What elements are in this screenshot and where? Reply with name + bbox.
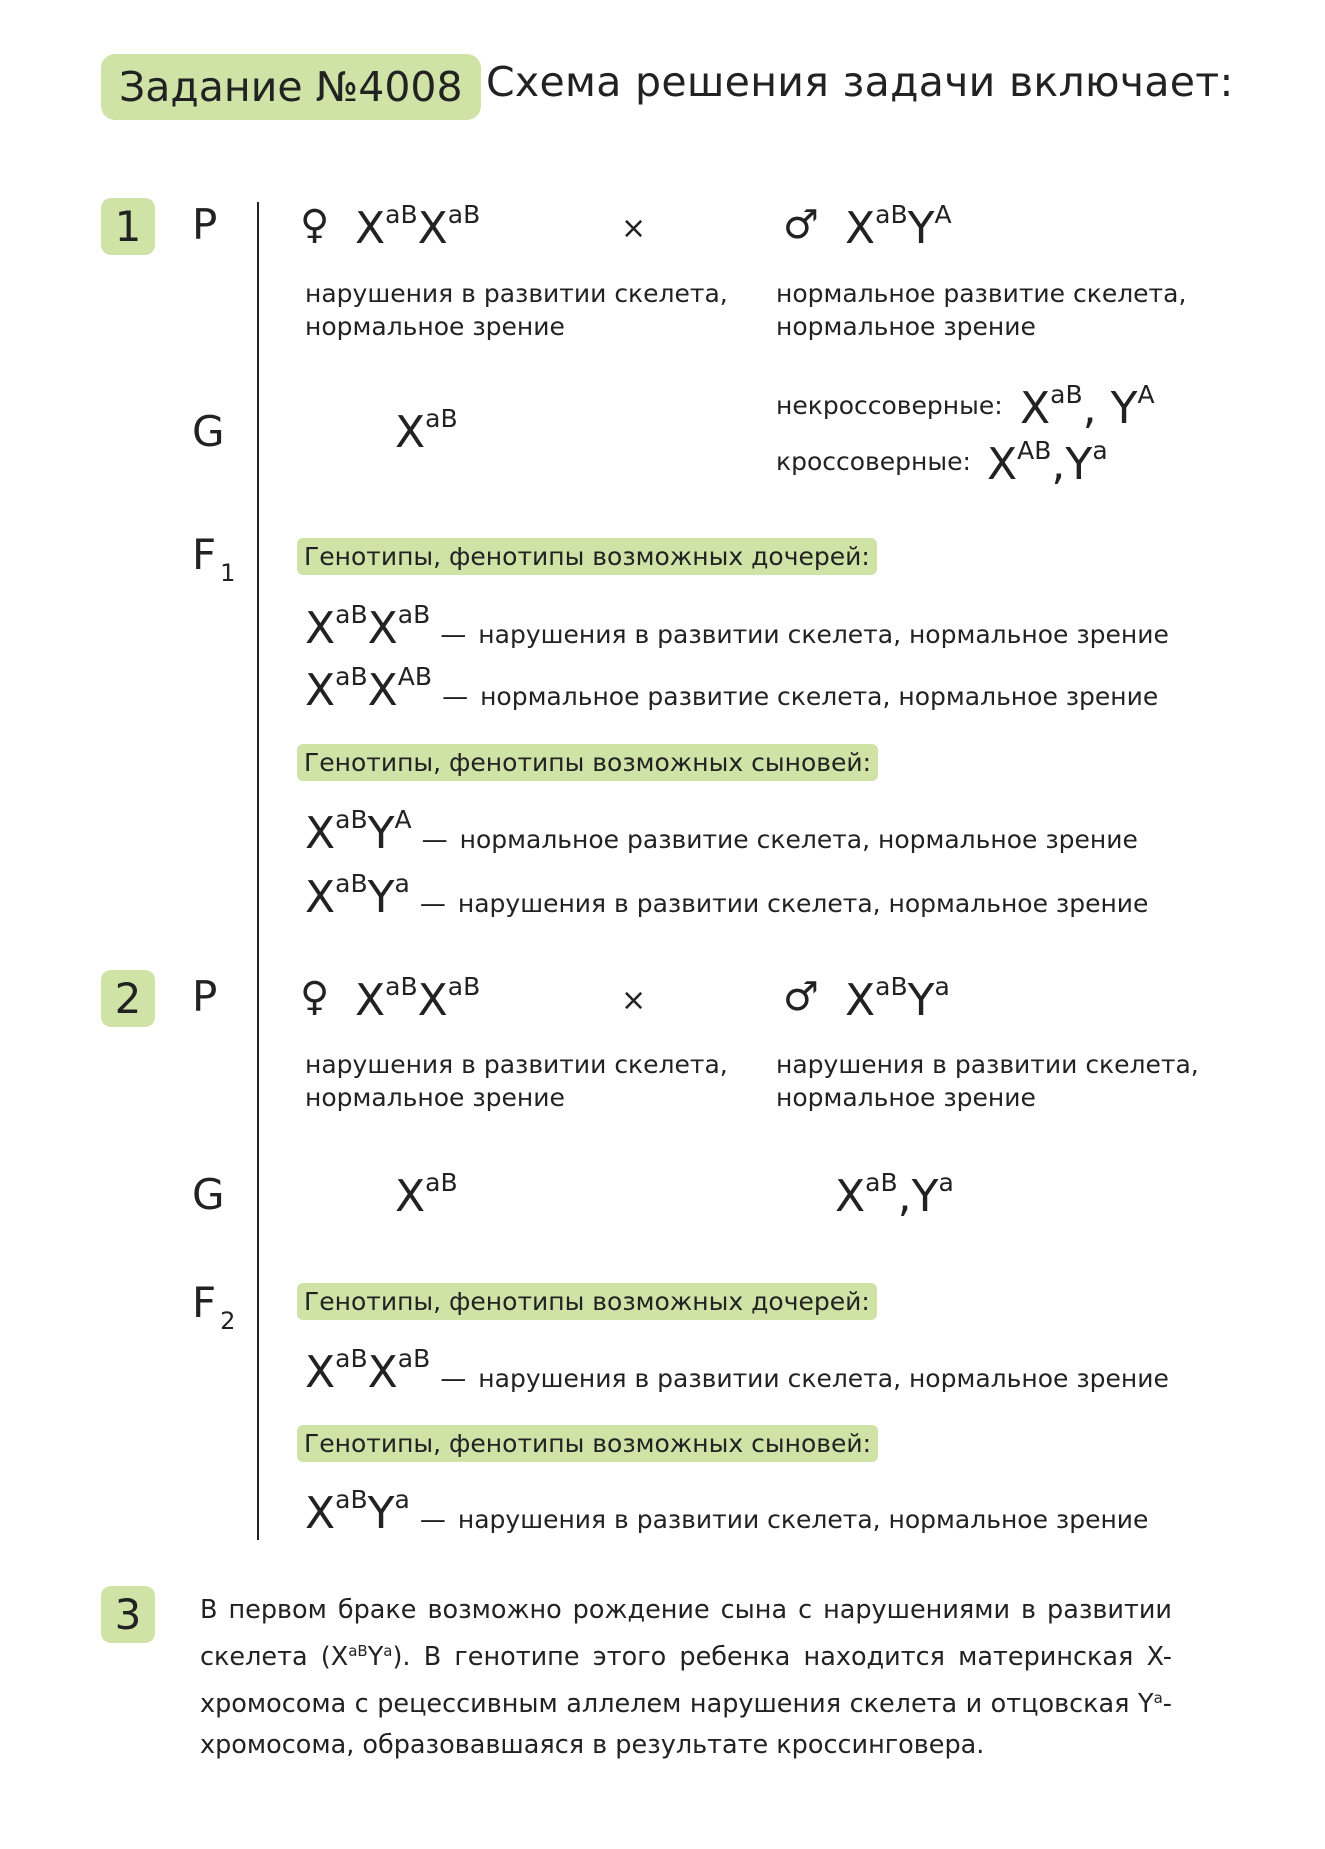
cross-symbol-2: × bbox=[621, 983, 647, 1018]
male-phenotype-2: нарушения в развитии скелета, нормальное зрение bbox=[776, 1050, 1199, 1112]
female-symbol-icon: ♀ bbox=[300, 202, 330, 248]
daughter-row: $X^{aB}X^{aB}—$ нарушения в развитии скелета, нормальное зрение bbox=[305, 600, 1169, 654]
scheme-divider-line bbox=[257, 202, 259, 1540]
male-symbol-icon: ♂ bbox=[783, 202, 819, 248]
female-phenotype-1: нарушения в развитии скелета, нормальное зрение bbox=[305, 279, 728, 341]
crossover-gametes: $X^{AB},Y^a$ bbox=[987, 436, 1108, 490]
gametes-label-1: G bbox=[192, 407, 225, 456]
son-row: $X^{aB}Y^a—$ нарушения в развитии скелета, нормальное зрение bbox=[305, 869, 1149, 923]
son-row: $X^{aB}Y^A—$ нормальное развитие скелета, нормальное зрение bbox=[305, 805, 1138, 859]
daughters-heading-1: Генотипы, фенотипы возможных дочерей: bbox=[297, 538, 877, 575]
task-number-badge: Задание №4008 bbox=[101, 54, 481, 120]
male-genotype-2: $X^{aB}Y^a$ bbox=[845, 972, 950, 1026]
female-genotype-1: $X^{aB}X^{aB}$ bbox=[355, 200, 481, 254]
son-row: $X^{aB}Y^a—$ нарушения в развитии скелета, нормальное зрение bbox=[305, 1485, 1149, 1539]
cross-symbol-1: × bbox=[621, 211, 647, 246]
female-phenotype-2: нарушения в развитии скелета, нормальное зрение bbox=[305, 1050, 728, 1112]
noncrossover-gametes: $X^{aB}$, $Y^A$ bbox=[1020, 380, 1155, 434]
step-number-1: 1 bbox=[101, 198, 155, 255]
f2-label: F $_2$ bbox=[192, 1278, 236, 1335]
male-symbol-icon: ♂ bbox=[783, 974, 819, 1020]
female-gamete-1: $X^{aB}$ bbox=[395, 404, 458, 458]
male-phenotype-1: нормальное развитие скелета, нормальное зрение bbox=[776, 279, 1187, 341]
male-gametes-2: $X^{aB},Y^a$ bbox=[835, 1168, 954, 1222]
daughters-heading-2: Генотипы, фенотипы возможных дочерей: bbox=[297, 1283, 877, 1320]
parents-label-2: P bbox=[192, 972, 218, 1021]
parents-label-1: P bbox=[192, 200, 218, 249]
female-gamete-2: $X^{aB}$ bbox=[395, 1168, 458, 1222]
daughter-row: $X^{aB}X^{aB}—$ нарушения в развитии скелета, нормальное зрение bbox=[305, 1344, 1169, 1398]
crossover-label: кроссоверные: bbox=[776, 447, 971, 476]
female-genotype-2: $X^{aB}X^{aB}$ bbox=[355, 972, 481, 1026]
sons-heading-2: Генотипы, фенотипы возможных сыновей: bbox=[297, 1425, 878, 1462]
daughter-row: $X^{aB}X^{AB}—$ нормальное развитие скелета, нормальное зрение bbox=[305, 662, 1159, 716]
step-number-3: 3 bbox=[101, 1586, 155, 1643]
gametes-label-2: G bbox=[192, 1170, 225, 1219]
page-title: Схема решения задачи включает: bbox=[486, 58, 1234, 106]
step-number-2: 2 bbox=[101, 970, 155, 1027]
conclusion-paragraph: В первом браке возможно рождение сына с нарушениями в развитии скелета $(X^{aB}Y^a)$. В генотипе этого ребенка находится материнская X-хромосома с рецессивным аллелем нарушения скелета и отцовская $Y^a$-хромосома, образовавшаяся в результате кроссинговера. bbox=[200, 1595, 1172, 1760]
f1-label: F $_1$ bbox=[192, 530, 236, 587]
sons-heading-1: Генотипы, фенотипы возможных сыновей: bbox=[297, 744, 878, 781]
male-genotype-1: $X^{aB}Y^A$ bbox=[845, 200, 952, 254]
female-symbol-icon: ♀ bbox=[300, 974, 330, 1020]
noncrossover-label: некроссоверные: bbox=[776, 391, 1003, 420]
